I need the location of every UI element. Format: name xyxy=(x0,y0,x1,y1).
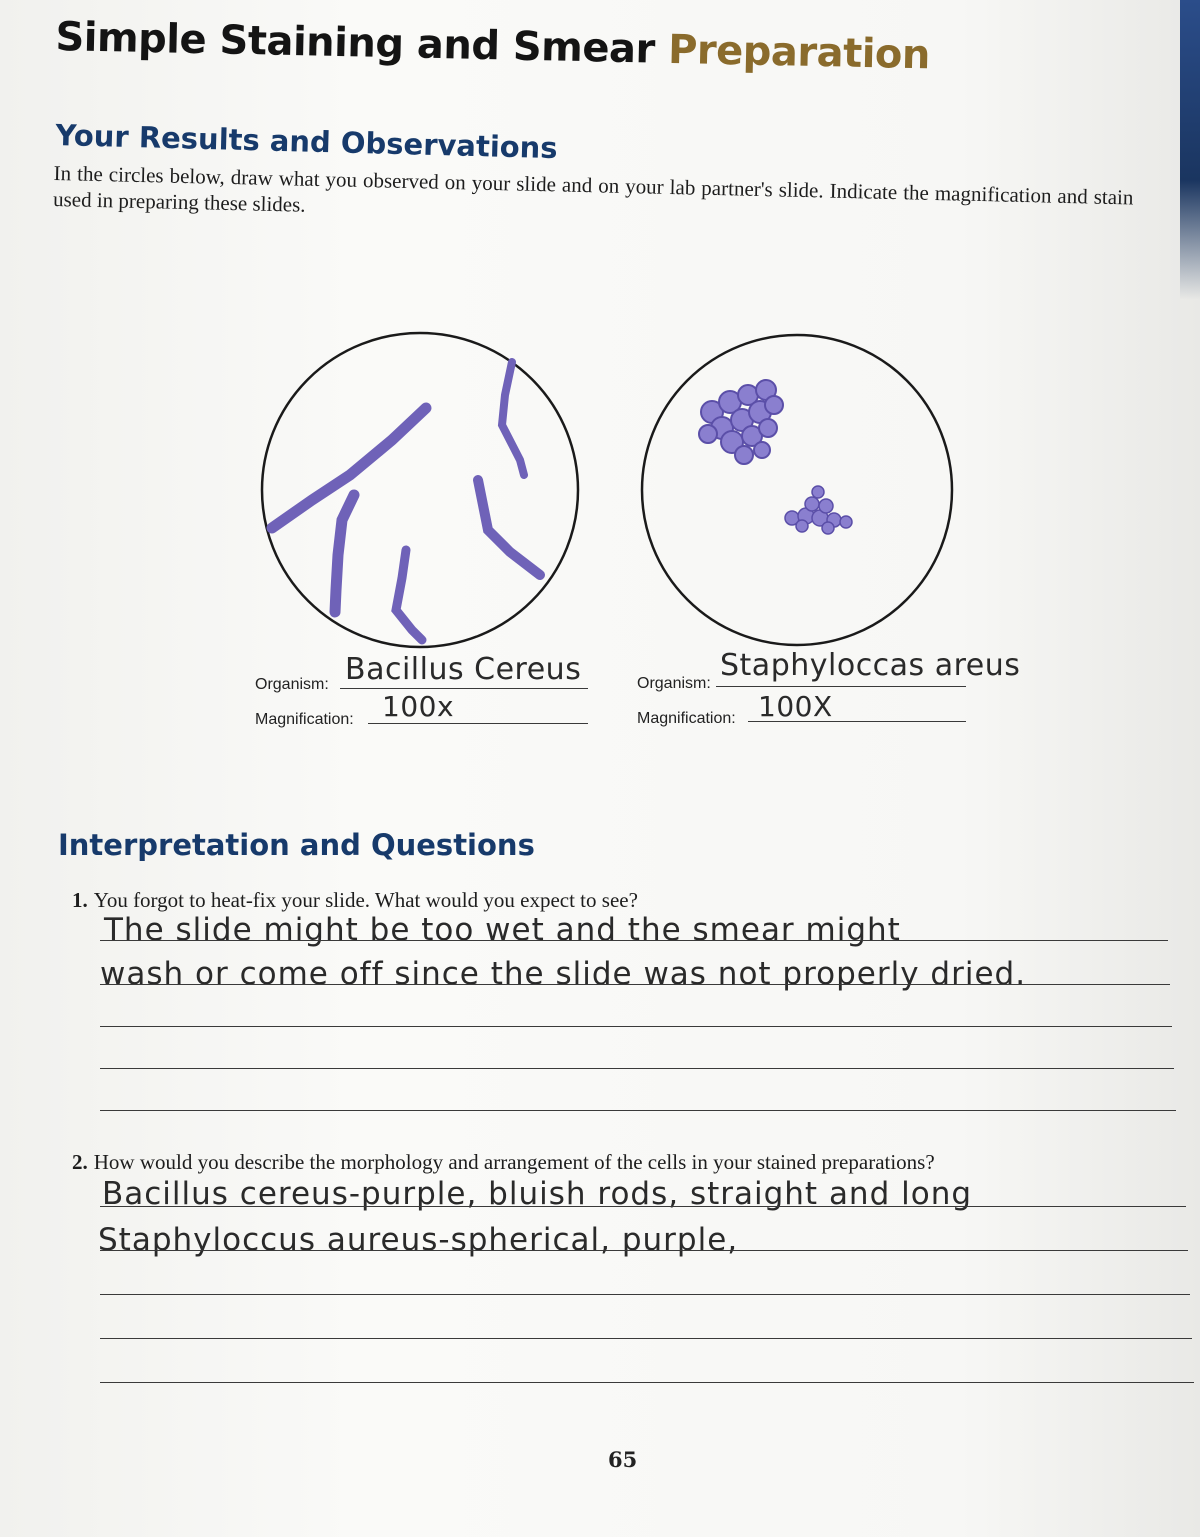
slide-1-circle xyxy=(262,333,578,647)
answer-line xyxy=(100,1338,1192,1339)
results-instructions: In the circles below, draw what you observed on your slide and on your lab partner's slide. Indicate the magnification and stain used in preparing these slides. xyxy=(52,160,1134,217)
slide-2-magnification-value: 100X xyxy=(758,690,833,723)
slide-1-organism-label: Organism: xyxy=(255,676,329,693)
answer-line xyxy=(100,1068,1174,1069)
question-1-text: You forgot to heat-fix your slide. What would you expect to see? xyxy=(93,888,638,912)
slide-2-circle xyxy=(642,335,952,645)
cocci-cluster-large xyxy=(699,380,783,464)
answer-line xyxy=(100,1206,1186,1207)
question-2-text: How would you describe the morphology and arrangement of the cells in your stained preparations? xyxy=(93,1150,935,1174)
interpretation-heading: Interpretation and Questions xyxy=(58,828,535,862)
results-heading: Your Results and Observations xyxy=(55,118,559,166)
answer-line xyxy=(100,1382,1194,1383)
answer-line xyxy=(100,1294,1190,1295)
answer-line xyxy=(100,1026,1172,1027)
answer-line xyxy=(100,1250,1188,1251)
slide-2-organism-line xyxy=(716,686,966,687)
question-2 xyxy=(72,1150,935,1175)
rod-chain xyxy=(478,480,540,575)
question-1 xyxy=(72,888,638,913)
page-number: 65 xyxy=(608,1447,638,1472)
rod-chain xyxy=(502,362,524,475)
answer-line xyxy=(100,940,1168,941)
title-main: Simple Staining and Smear xyxy=(55,14,656,73)
question-2-answer-line-2: Staphyloccus aureus-spherical, purple, xyxy=(98,1222,739,1258)
slide-1-organism-value: Bacillus Cereus xyxy=(345,652,582,687)
slide-1-magnification-line xyxy=(368,723,588,724)
slide-drawings xyxy=(0,0,1200,760)
slide-1-magnification-label: Magnification: xyxy=(255,711,354,728)
slide-2-organism-label: Organism: xyxy=(637,675,711,692)
slide-1-magnification-value: 100x xyxy=(382,690,455,723)
slide-2-organism-value: Staphyloccas areus xyxy=(720,648,1021,683)
question-1-number: 1. xyxy=(72,888,88,912)
question-2-answer-line-1: Bacillus cereus-purple, bluish rods, straight and long xyxy=(102,1176,973,1212)
title-accent: Preparation xyxy=(667,26,931,79)
rod-chain xyxy=(396,550,422,640)
slide-1-drawing xyxy=(262,333,578,647)
rod-chain xyxy=(335,495,354,612)
bacilli-rods xyxy=(272,362,540,640)
cocci-cluster-small xyxy=(785,486,852,534)
slide-2-drawing xyxy=(642,335,952,645)
slide-1-organism-line xyxy=(340,688,588,689)
slide-2-magnification-label: Magnification: xyxy=(637,710,736,727)
question-1-answer-line-2: wash or come off since the slide was not properly dried. xyxy=(100,956,1027,992)
answer-line xyxy=(100,984,1170,985)
question-2-number: 2. xyxy=(72,1150,88,1174)
question-1-answer-line-1: The slide might be too wet and the smear might xyxy=(104,912,901,948)
answer-line xyxy=(100,1110,1176,1111)
